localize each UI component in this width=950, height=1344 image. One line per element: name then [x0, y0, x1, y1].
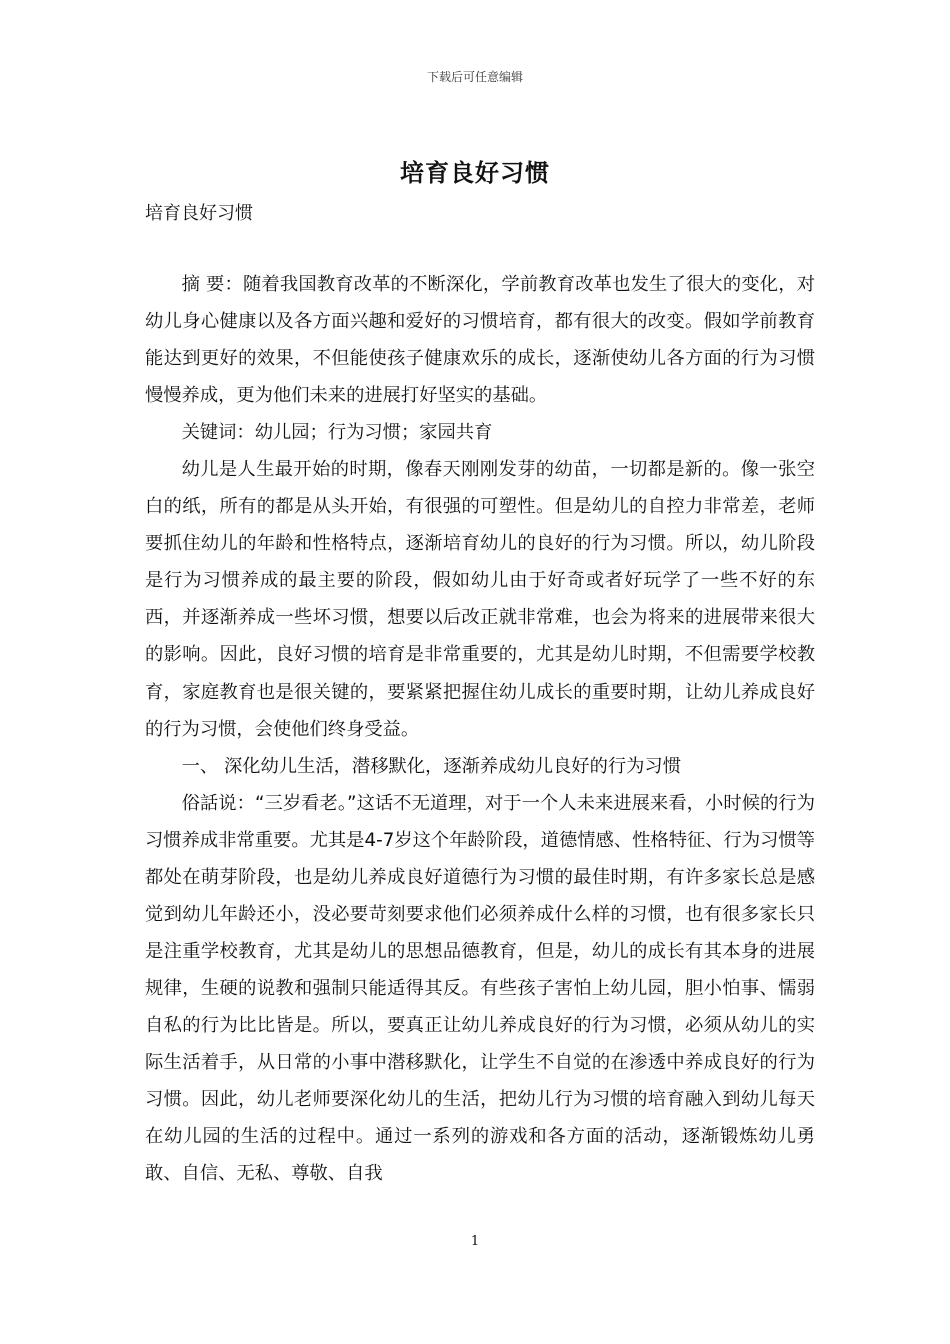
section-paragraph: 俗話说：“三岁看老。”这话不无道理，对于一个人未来进展来看，小时候的行为习惯养成非常重要。尤其是4-7岁这个年龄阶段，道德情感、性格特征、行为习惯等都处在萌芽阶段，也是幼儿养成良好道德行为习惯的最佳时期，有许多家长总是感觉到幼儿年龄还小，没必要苛刻要求他们必须养成什么样的习惯，也有很多家长只是注重学校教育，尤其是幼儿的思想品德教育，但是，幼儿的成长有其本身的进展规律，生硬的说教和强制只能适得其反。有些孩子害怕上幼儿园，胆小怕事、懦弱自私的行为比比皆是。所以，要真正让幼儿养成良好的行为习惯，必须从幼儿的实际生活着手，从日常的小事中潜移默化，让学生不自觉的在渗透中养成良好的行为习惯。因此，幼儿老师要深化幼儿的生活，把幼儿行为习惯的培育融入到幼儿每天在幼儿园的生活的过程中。通过一系列的游戏和各方面的活动，逐渐锻炼幼儿勇敢、自信、无私、尊敬、自我 [145, 792, 815, 1185]
header-note: 下载后可任意编辑 [426, 70, 523, 84]
section-heading: 一、 深化幼儿生活，潜移默化，逐渐养成幼儿良好的行为习惯 [181, 755, 681, 777]
page-number: 1 [470, 1234, 480, 1249]
page-title: 培育良好习惯 [400, 159, 550, 187]
intro-paragraph: 幼儿是人生最开始的时期，像春天刚刚发芽的幼苗，一切都是新的。像一张空白的纸，所有的都是从头开始，有很强的可塑性。但是幼儿的自控力非常差，老师要抓住幼儿的年龄和性格特点，逐渐培育幼儿的良好的行为习惯。所以，幼儿阶段是行为习惯养成的最主要的阶段，假如幼儿由于好奇或者好玩学了一些不好的东西，并逐渐养成一些坏习惯，想要以后改正就非常难，也会为将来的进展带来很大的影响。因此，良好习惯的培育是非常重要的，尤其是幼儿时期，不但需要学校教育，家庭教育也是很关键的，要紧紧把握住幼儿成长的重要时期，让幼儿养成良好的行为习惯，会使他们终身受益。 [145, 459, 815, 740]
body-text [145, 266, 815, 1192]
subtitle: 培育良好习惯 [145, 203, 253, 224]
abstract-paragraph: 摘 要：随着我国教育改革的不断深化，学前教育改革也发生了很大的变化，对幼儿身心健康以及各方面兴趣和爱好的习惯培育，都有很大的改变。假如学前教育能达到更好的效果，不但能使孩子健康欢乐的成长，逐渐使幼儿各方面的行为习惯慢慢养成，更为他们未来的进展打好坚实的基础。 [145, 274, 815, 407]
keywords-paragraph: 关键词：幼儿园；行为习惯；家园共育 [181, 422, 493, 444]
